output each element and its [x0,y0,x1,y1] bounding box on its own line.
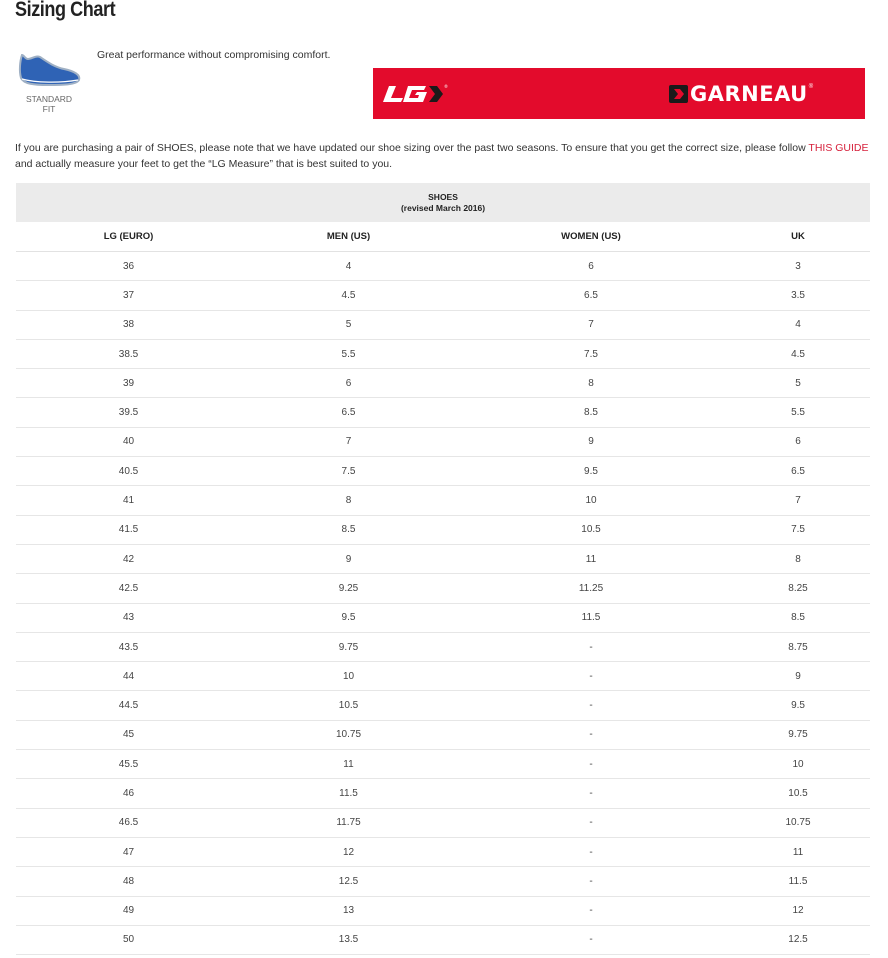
table-row [16,515,870,544]
cell-lg-euro: 41.5 [16,515,241,544]
table-row [16,720,870,749]
fit-label-line2: FIT [42,104,56,114]
cell-men-us: 5.5 [241,339,456,368]
column-header-row [16,222,870,252]
cell-men-us: 6.5 [241,398,456,427]
cell-uk: 5 [726,369,870,398]
cell-men-us: 10.5 [241,691,456,720]
table-row [16,691,870,720]
cell-men-us: 4 [241,252,456,281]
cell-men-us: 12.5 [241,867,456,896]
table-caption-subtitle: (revised March 2016) [400,202,486,213]
table-row [16,310,870,339]
brand-banner [373,68,865,119]
cell-uk: 6.5 [726,457,870,486]
cell-uk: 10 [726,750,870,779]
column-header-uk: UK [726,222,870,252]
table-row [16,252,870,281]
garneau-logo-text: GARNEAU [690,82,808,106]
cell-men-us: 6 [241,369,456,398]
cell-uk: 4.5 [726,339,870,368]
table-row [16,867,870,896]
cell-men-us: 9.25 [241,574,456,603]
cell-lg-euro: 48 [16,867,241,896]
fit-badge-label [14,94,84,114]
column-header-women-us: WOMEN (US) [456,222,726,252]
cell-men-us: 7 [241,427,456,456]
table-row [16,281,870,310]
table-row [16,398,870,427]
cell-uk: 7 [726,486,870,515]
table-row [16,632,870,661]
cell-women-us: - [456,808,726,837]
cell-lg-euro: 41 [16,486,241,515]
cell-women-us: 9 [456,427,726,456]
table-row [16,750,870,779]
cell-lg-euro: 49 [16,896,241,925]
cell-uk: 9.75 [726,720,870,749]
cell-uk: 6 [726,427,870,456]
cell-women-us: - [456,779,726,808]
cell-women-us: 6.5 [456,281,726,310]
cell-men-us: 11 [241,750,456,779]
table-body [16,252,870,955]
cell-uk: 7.5 [726,515,870,544]
svg-text:®: ® [444,84,448,89]
cell-uk: 11 [726,837,870,866]
cell-men-us: 9.5 [241,603,456,632]
table-row [16,544,870,573]
column-header-men-us: MEN (US) [241,222,456,252]
cell-men-us: 13.5 [241,925,456,954]
cell-lg-euro: 44 [16,662,241,691]
cell-lg-euro: 50 [16,925,241,954]
cell-uk: 8.5 [726,603,870,632]
cell-lg-euro: 42 [16,544,241,573]
cell-uk: 8 [726,544,870,573]
tagline: Great performance without compromising comfort. [97,49,331,61]
cell-uk: 8.25 [726,574,870,603]
cell-uk: 3 [726,252,870,281]
cell-women-us: - [456,632,726,661]
cell-uk: 12 [726,896,870,925]
table-row [16,486,870,515]
cell-lg-euro: 37 [16,281,241,310]
garneau-mark-icon [669,84,689,104]
cell-lg-euro: 36 [16,252,241,281]
cell-lg-euro: 42.5 [16,574,241,603]
cell-women-us: 8.5 [456,398,726,427]
cell-men-us: 10.75 [241,720,456,749]
shoe-sizing-table [16,183,870,955]
cell-uk: 8.75 [726,632,870,661]
cell-women-us: - [456,925,726,954]
cell-uk: 4 [726,310,870,339]
cell-men-us: 8 [241,486,456,515]
cell-men-us: 11.5 [241,779,456,808]
table-row [16,925,870,954]
cell-lg-euro: 39 [16,369,241,398]
cell-lg-euro: 46.5 [16,808,241,837]
cell-women-us: - [456,867,726,896]
cell-men-us: 10 [241,662,456,691]
intro-text-before: If you are purchasing a pair of SHOES, please note that we have updated our shoe sizing over the past two seasons. To ensure that you get the correct size, please follow [15,142,809,154]
cell-lg-euro: 45 [16,720,241,749]
cell-men-us: 11.75 [241,808,456,837]
cell-women-us: - [456,896,726,925]
table-row [16,779,870,808]
cell-uk: 10.5 [726,779,870,808]
cell-women-us: 9.5 [456,457,726,486]
garneau-logo [669,82,813,106]
cell-men-us: 7.5 [241,457,456,486]
cell-uk: 10.75 [726,808,870,837]
cell-women-us: 8 [456,369,726,398]
shoe-icon [16,51,82,91]
cell-uk: 3.5 [726,281,870,310]
cell-men-us: 9.75 [241,632,456,661]
cell-women-us: 7 [456,310,726,339]
cell-women-us: - [456,750,726,779]
table-row [16,808,870,837]
cell-lg-euro: 38 [16,310,241,339]
cell-men-us: 8.5 [241,515,456,544]
table-row [16,574,870,603]
cell-lg-euro: 46 [16,779,241,808]
cell-uk: 5.5 [726,398,870,427]
cell-lg-euro: 43 [16,603,241,632]
cell-lg-euro: 44.5 [16,691,241,720]
page-title: Sizing Chart [15,0,116,21]
cell-men-us: 9 [241,544,456,573]
lg-logo-icon [381,82,449,106]
table-row [16,339,870,368]
cell-uk: 11.5 [726,867,870,896]
cell-lg-euro: 45.5 [16,750,241,779]
cell-lg-euro: 40 [16,427,241,456]
table-row [16,896,870,925]
table-caption-title: SHOES [428,191,458,202]
cell-women-us: 11 [456,544,726,573]
cell-uk: 9.5 [726,691,870,720]
cell-women-us: 7.5 [456,339,726,368]
cell-women-us: 10 [456,486,726,515]
fit-label-line1: STANDARD [25,94,73,104]
cell-women-us: 11.25 [456,574,726,603]
cell-women-us: 11.5 [456,603,726,632]
intro-paragraph [15,141,880,172]
cell-lg-euro: 39.5 [16,398,241,427]
cell-women-us: - [456,720,726,749]
cell-lg-euro: 47 [16,837,241,866]
this-guide-link[interactable]: THIS GUIDE [808,142,869,154]
table-row [16,427,870,456]
table-row [16,369,870,398]
table-row [16,457,870,486]
cell-men-us: 5 [241,310,456,339]
cell-women-us: - [456,691,726,720]
registered-mark: ® [808,84,814,90]
table-caption [16,183,870,222]
cell-lg-euro: 40.5 [16,457,241,486]
cell-men-us: 13 [241,896,456,925]
cell-lg-euro: 43.5 [16,632,241,661]
cell-women-us: 6 [456,252,726,281]
cell-women-us: - [456,662,726,691]
intro-text-after: and actually measure your feet to get the “LG Measure” that is best suited to you. [15,157,393,170]
table-row [16,662,870,691]
cell-men-us: 12 [241,837,456,866]
cell-women-us: 10.5 [456,515,726,544]
table-row [16,603,870,632]
cell-women-us: - [456,837,726,866]
cell-lg-euro: 38.5 [16,339,241,368]
cell-uk: 9 [726,662,870,691]
column-header-lg-euro: LG (EURO) [16,222,241,252]
cell-men-us: 4.5 [241,281,456,310]
cell-uk: 12.5 [726,925,870,954]
table-row [16,837,870,866]
